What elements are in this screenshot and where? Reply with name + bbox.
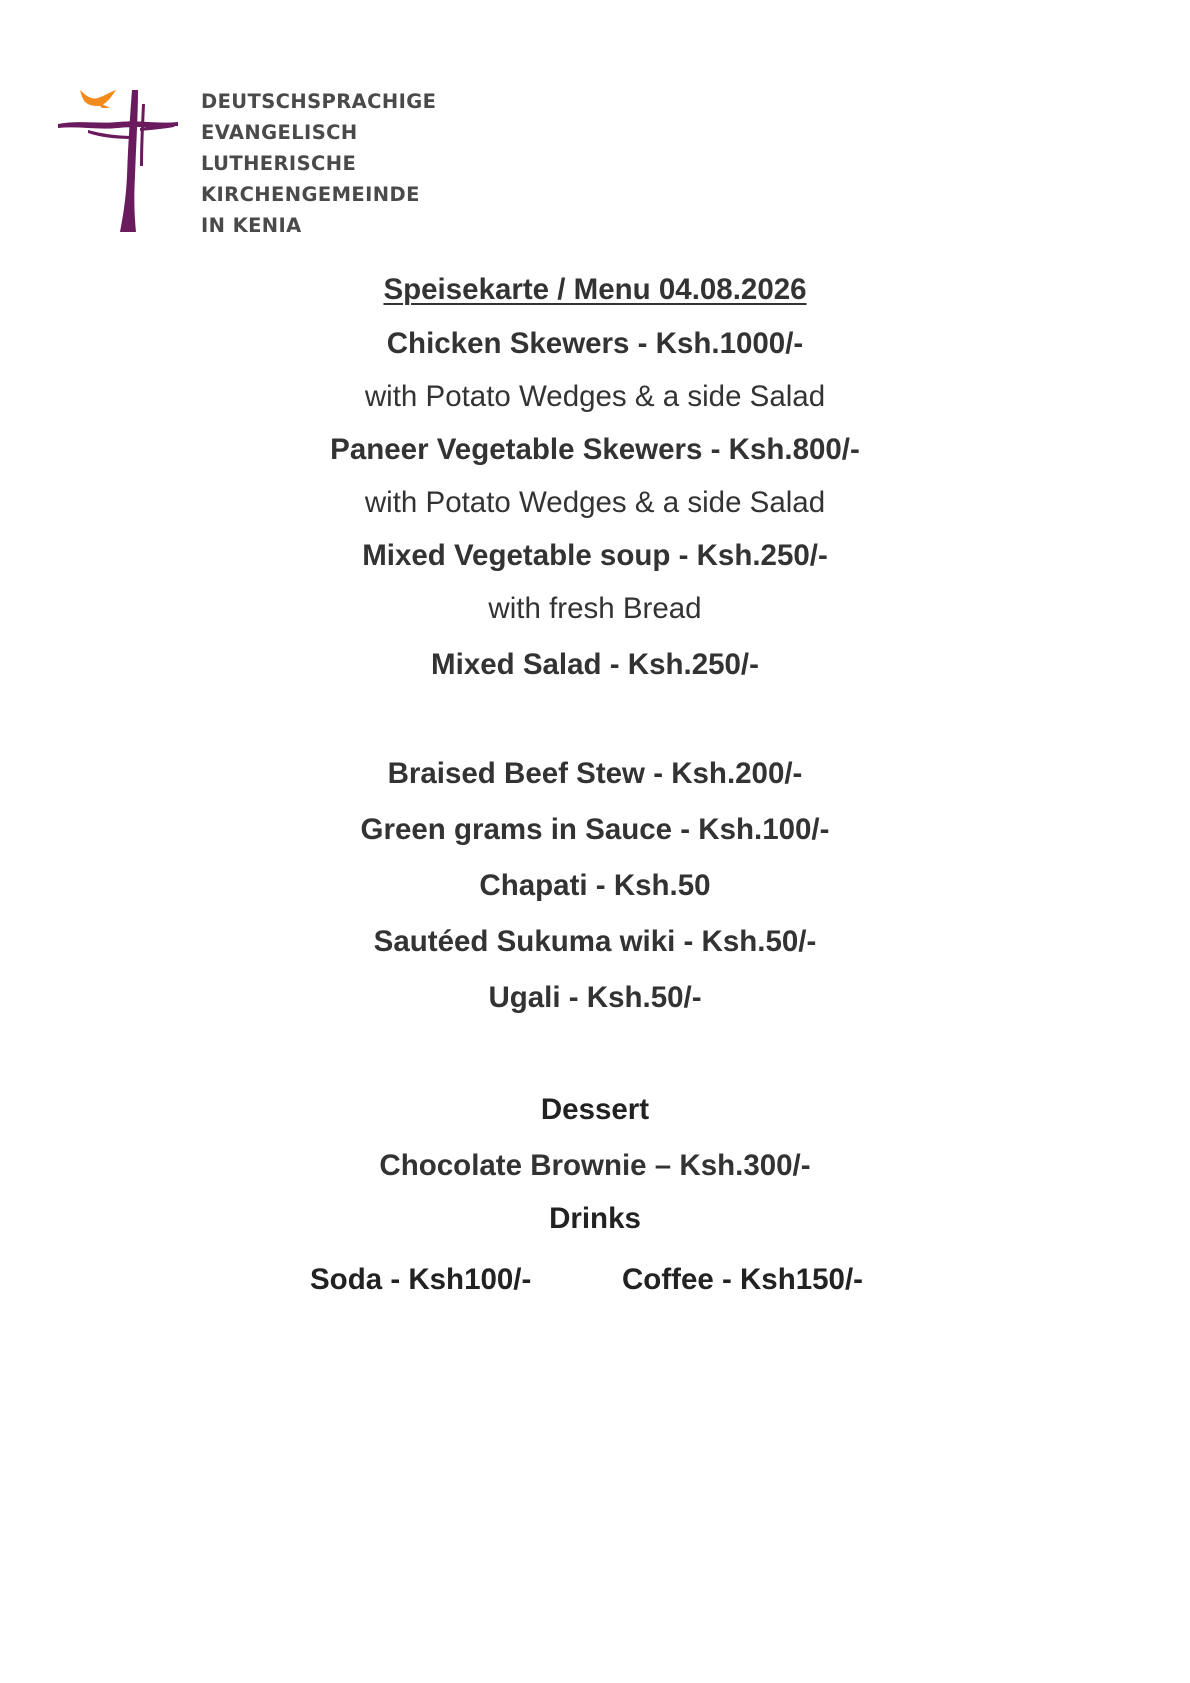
logo-text-line: IN KENIA <box>201 214 302 237</box>
dessert-item: Chocolate Brownie – Ksh.300/- <box>379 1149 811 1182</box>
side-item: Ugali - Ksh.50/- <box>488 981 702 1014</box>
drink-coffee: Coffee - Ksh150/- <box>622 1263 863 1296</box>
side-item: Sautéed Sukuma wiki - Ksh.50/- <box>373 925 817 958</box>
menu-item-description: with Potato Wedges & a side Salad <box>364 486 826 519</box>
drink-soda: Soda - Ksh100/- <box>310 1263 532 1296</box>
menu-title: Speisekarte / Menu 04.08.2026 <box>383 273 807 306</box>
logo-text-line: EVANGELISCH <box>201 121 358 144</box>
menu-item-description: with fresh Bread <box>488 592 702 625</box>
church-logo <box>58 86 458 236</box>
logo-text-line: DEUTSCHSPRACHIGE <box>201 90 437 113</box>
drinks-heading: Drinks <box>549 1202 641 1235</box>
menu-item-description: with Potato Wedges & a side Salad <box>364 380 826 413</box>
side-item: Green grams in Sauce - Ksh.100/- <box>360 813 830 846</box>
logo-text-line: KIRCHENGEMEINDE <box>201 183 420 206</box>
dessert-heading: Dessert <box>540 1093 650 1126</box>
church-name <box>201 86 436 241</box>
logo-text-line: LUTHERISCHE <box>201 152 357 175</box>
cross-with-dove-icon <box>58 86 188 236</box>
menu-item: Mixed Salad - Ksh.250/- <box>431 648 759 681</box>
side-item: Braised Beef Stew - Ksh.200/- <box>387 757 803 790</box>
menu-item: Paneer Vegetable Skewers - Ksh.800/- <box>330 433 860 466</box>
menu-item: Mixed Vegetable soup - Ksh.250/- <box>362 539 828 572</box>
menu-item: Chicken Skewers - Ksh.1000/- <box>386 327 804 360</box>
side-item: Chapati - Ksh.50 <box>479 869 711 902</box>
